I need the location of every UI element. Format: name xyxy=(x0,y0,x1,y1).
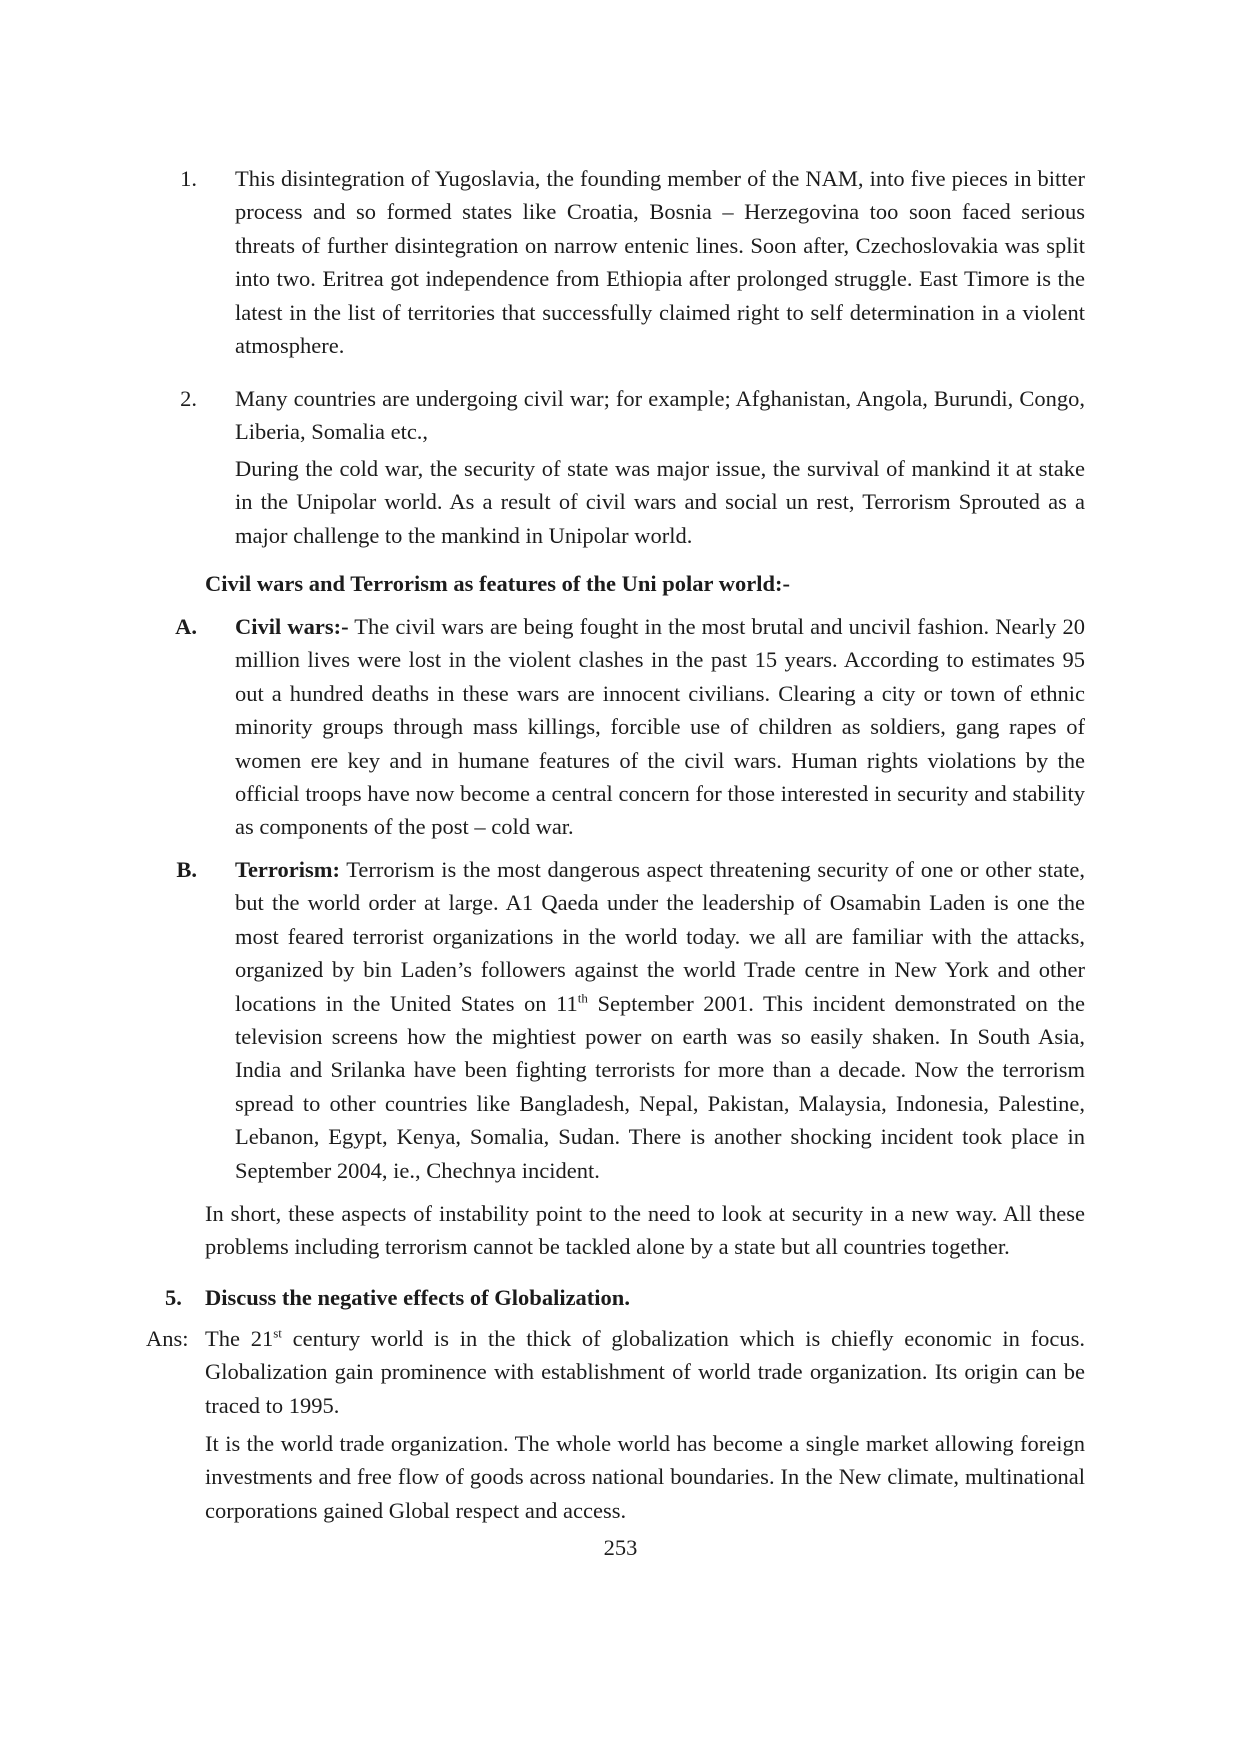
ordinal-suffix: st xyxy=(273,1325,282,1341)
list-item-terrorism xyxy=(176,853,1085,1187)
list-marker: A. xyxy=(175,614,197,639)
answer-label: Ans: xyxy=(146,1326,189,1351)
list-item-1 xyxy=(180,162,1085,362)
list-item-text xyxy=(235,610,1085,844)
page-number: 253 xyxy=(603,1535,638,1560)
ordinal-suffix: th xyxy=(577,990,588,1006)
list-marker: 2. xyxy=(180,386,197,411)
answer-paragraph-2: It is the world trade organization. The whole world has become a single market allowing foreign investments and free flow of goods across national boundaries. In the New climate, multinational corporations gained Global respect and access. xyxy=(205,1431,1085,1523)
item-body: The civil wars are being fought in the most brutal and uncivil fashion. Nearly 20 million lives were lost in the violent clashes in the past 15 years. According to estimates 95 out a hundred deaths in these wars are innocent civilians. Clearing a city or town of ethnic minority groups through mass killings, forcible use of children as soldiers, gang rapes of women ere key and in humane features of the civil wars. Human rights violations by the official troops have now become a central concern for those interested in security and stability as components of the post – cold war. xyxy=(235,614,1085,840)
list-item-text: This disintegration of Yugoslavia, the founding member of the NAM, into five pieces in bitter process and so formed states like Croatia, Bosnia – Herzegovina too soon faced serious threats of further disintegration on narrow entenic lines. Soon after, Czechoslovakia was split into two. Eritrea got independence from Ethiopia after prolonged struggle. East Timore is the latest in the list of territories that successfully claimed right to self determination in a violent atmosphere. xyxy=(235,166,1085,359)
list-marker: 1. xyxy=(180,166,197,191)
item-lead: Civil wars:- xyxy=(235,614,349,639)
cold-war-paragraph: During the cold war, the security of state was major issue, the survival of mankind it at stake in the Unipolar world. As a result of civil wars and social un rest, Terrorism Sprouted as a major challenge to the mankind in Unipolar world. xyxy=(235,456,1085,548)
answer-text: The 21 xyxy=(205,1326,274,1351)
list-item-text xyxy=(235,853,1085,1187)
summary-paragraph: In short, these aspects of instability point to the need to look at security in a new way. All these problems including terrorism cannot be tackled alone by a state but all countries together. xyxy=(205,1201,1085,1260)
section-heading: Civil wars and Terrorism as features of the Uni polar world:- xyxy=(205,571,790,596)
item-body: Terrorism is the most dangerous aspect threatening security of one or other state, but the world order at large. A1 Qaeda under the leadership of Osamabin Laden is one the most feared terrorist organizations in the world today. we all are familiar with the attacks, organized by bin Laden’s followers against the world Trade centre in New York and other locations in the United States on 11 xyxy=(235,857,1085,1016)
list-item-2 xyxy=(180,382,1085,449)
question-number: 5. xyxy=(165,1285,182,1310)
answer-paragraph-1 xyxy=(205,1322,1085,1422)
list-marker: B. xyxy=(176,857,197,882)
answer-text-continued: century world is in the thick of globalization which is chiefly economic in focus. Globalization gain prominence with establishment of world trade organization. Its origin can be traced to 1995. xyxy=(205,1326,1085,1418)
item-lead: Terrorism: xyxy=(235,857,340,882)
question-text: Discuss the negative effects of Globalization. xyxy=(205,1285,630,1310)
list-item-text: Many countries are undergoing civil war; for example; Afghanistan, Angola, Burundi, Congo, Liberia, Somalia etc., xyxy=(235,386,1085,445)
item-body-continued: September 2001. This incident demonstrated on the television screens how the mightiest power on earth was so easily shaken. In South Asia, India and Srilanka have been fighting terrorists for more than a decade. Now the terrorism spread to other countries like Bangladesh, Nepal, Pakistan, Malaysia, Indonesia, Palestine, Lebanon, Egypt, Kenya, Somalia, Sudan. There is another shocking incident took place in September 2004, ie., Chechnya incident. xyxy=(235,990,1085,1183)
list-item-civil-wars xyxy=(175,610,1085,844)
